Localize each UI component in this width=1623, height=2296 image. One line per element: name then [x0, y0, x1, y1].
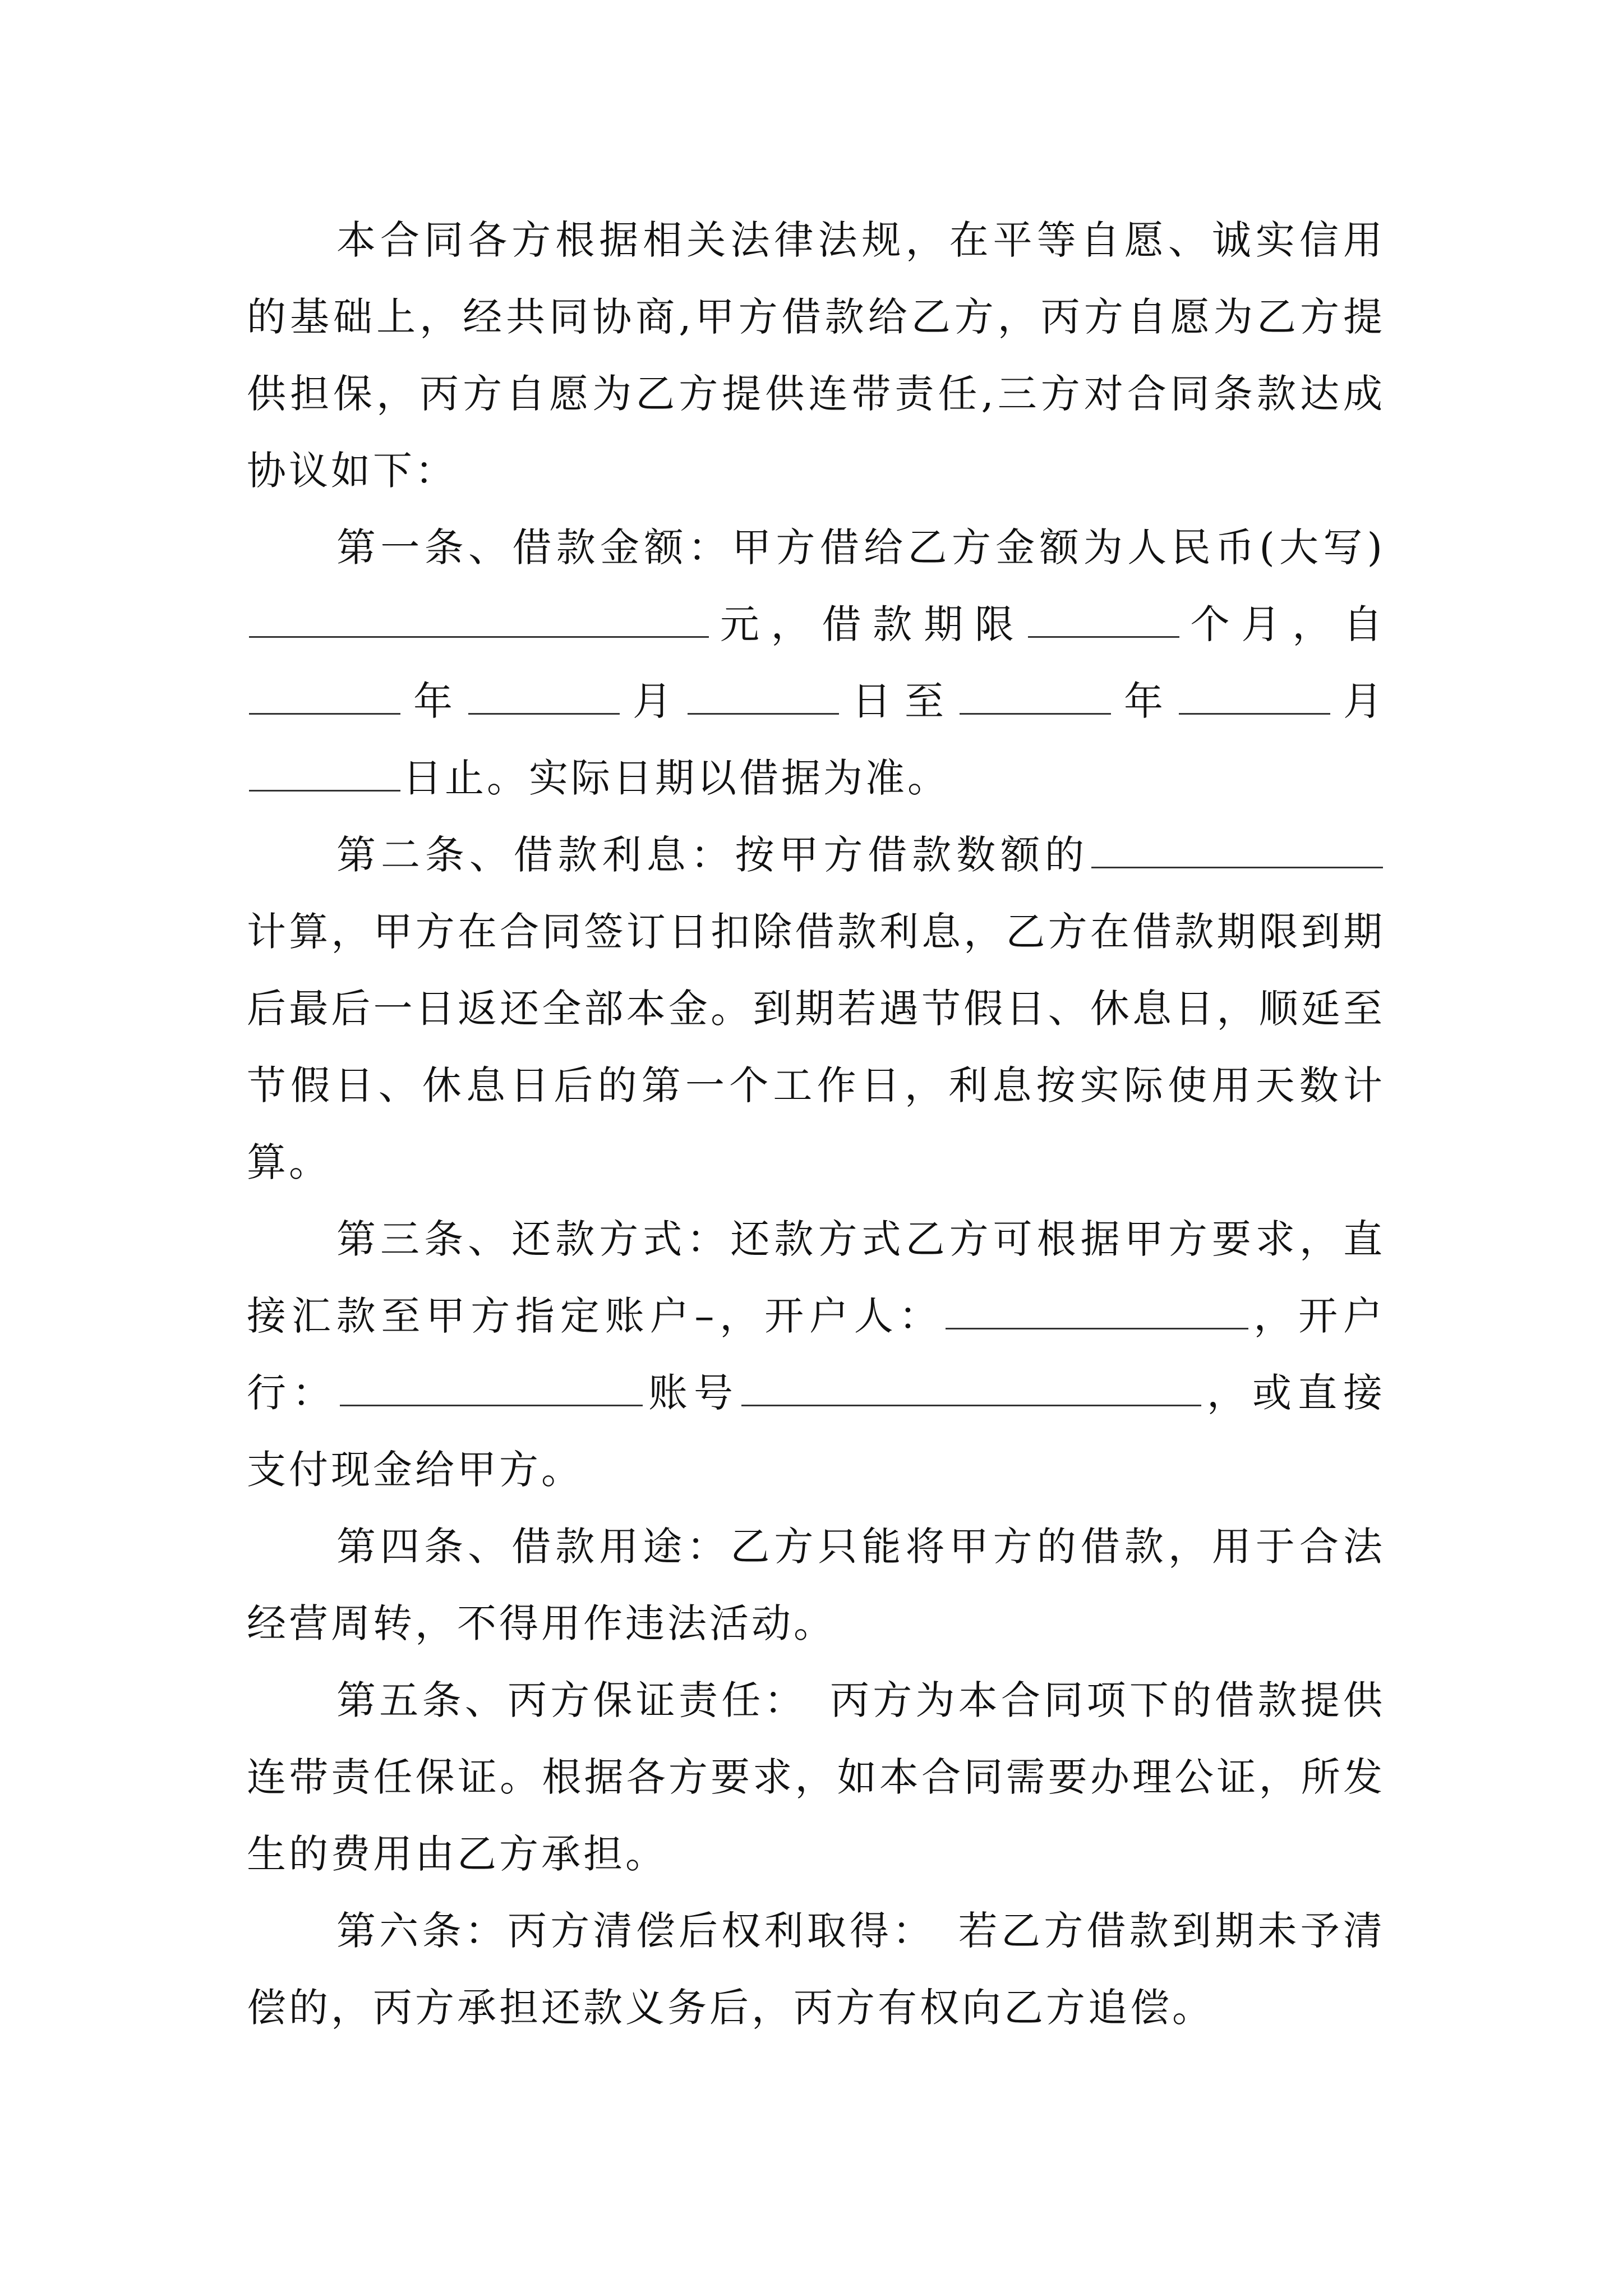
contract-body: [247, 202, 1385, 2046]
end-day-blank[interactable]: [249, 751, 400, 792]
article-2-text-a: 第二条、借款利息：按甲方借款数额的: [336, 832, 1089, 878]
article-6-text: 第六条：丙方清偿后权利取得： 若乙方借款到期未予清偿的，丙方承担还款义务后，丙方有权向乙方追偿。: [247, 1908, 1385, 2031]
account-holder-blank[interactable]: [946, 1289, 1248, 1329]
end-year-label: 年: [1113, 678, 1177, 724]
start-year-label: 年: [403, 678, 466, 724]
article-3-text-a: 第三条、还款方式：还款方式乙方可根据甲方要求，直接汇款至甲方指定账户–，开户人：: [247, 1216, 1385, 1339]
start-day-blank[interactable]: [688, 674, 839, 715]
start-month-label: 月: [622, 678, 685, 724]
article-2-paragraph: [247, 817, 1385, 1201]
end-year-blank[interactable]: [960, 674, 1111, 715]
article-6-paragraph: [247, 1893, 1385, 2046]
article-1-paragraph: [247, 509, 1385, 817]
article-1-text-b: 元，借款期限: [711, 601, 1026, 647]
term-months-blank[interactable]: [1028, 597, 1179, 638]
article-3-paragraph: [247, 1201, 1385, 1508]
article-1-text-a: 第一条、借款金额：甲方借给乙方金额为人民币(大写): [336, 524, 1385, 570]
article-1-text-d: 日止。实际日期以借据为准。: [403, 755, 949, 801]
end-month-label: 月: [1332, 678, 1385, 724]
bank-blank[interactable]: [340, 1365, 643, 1406]
article-3-text-c: 账号: [645, 1370, 739, 1416]
article-3-text-d: ，或直接支付现金给甲方。: [247, 1370, 1385, 1493]
article-4-paragraph: [247, 1508, 1385, 1662]
article-5-text: 第五条、丙方保证责任： 丙方为本合同项下的借款提供连带责任保证。根据各方要求，如本合同需要办理公证，所发生的费用由乙方承担。: [247, 1677, 1385, 1877]
intro-paragraph: [247, 202, 1385, 509]
end-month-blank[interactable]: [1179, 674, 1330, 715]
article-4-text: 第四条、借款用途：乙方只能将甲方的借款，用于合法经营周转，不得用作违法活动。: [247, 1524, 1385, 1646]
article-3-text-b: ，开户行：: [247, 1293, 1386, 1416]
article-1-text-c: 个月，自: [1181, 601, 1386, 647]
start-year-blank[interactable]: [249, 674, 400, 715]
account-number-blank[interactable]: [741, 1365, 1201, 1406]
article-5-paragraph: [247, 1662, 1385, 1893]
start-month-blank[interactable]: [468, 674, 620, 715]
start-day-label: 日至: [841, 678, 957, 724]
intro-text: 本合同各方根据相关法律法规，在平等自愿、诚实信用的基础上，经共同协商,甲方借款给乙方，丙方自愿为乙方提供担保，丙方自愿为乙方提供连带责任,三方对合同条款达成协议如下：: [247, 217, 1385, 494]
interest-rate-blank[interactable]: [1091, 827, 1383, 868]
amount-blank[interactable]: [249, 597, 709, 638]
article-2-text-b: 计算，甲方在合同签订日扣除借款利息，乙方在借款期限到期后最后一日返还全部本金。到期若遇节假日、休息日，顺延至节假日、休息日后的第一个工作日，利息按实际使用天数计算。: [247, 909, 1385, 1185]
